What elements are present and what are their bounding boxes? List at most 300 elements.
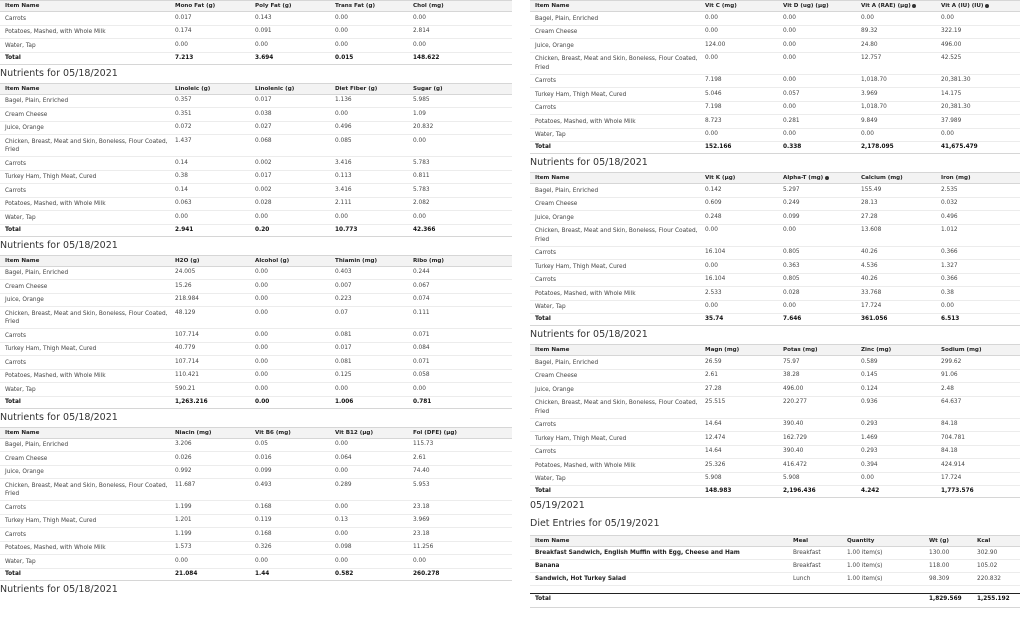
value-cell: 91.06 bbox=[941, 372, 958, 378]
column-header: Wt (g) bbox=[929, 538, 949, 544]
total-row bbox=[0, 396, 512, 408]
value-cell: 130.00 bbox=[929, 549, 950, 556]
value-cell: 2.535 bbox=[941, 186, 958, 193]
total-value: 21.084 bbox=[175, 570, 198, 577]
table-row bbox=[530, 115, 1020, 129]
column-header: Item Name bbox=[535, 347, 570, 353]
section-title: Nutrients for 05/18/2021 bbox=[530, 329, 648, 340]
value-cell: 2.533 bbox=[705, 289, 722, 296]
total-value: 10.773 bbox=[335, 226, 358, 233]
value-cell: 0.992 bbox=[175, 468, 192, 474]
total-label: Total bbox=[535, 144, 551, 150]
value-cell: 0.249 bbox=[783, 200, 800, 206]
info-icon[interactable] bbox=[825, 176, 829, 180]
value-cell: 20.832 bbox=[413, 124, 434, 130]
value-cell: 302.90 bbox=[977, 549, 998, 556]
value-cell: 0.145 bbox=[861, 372, 878, 378]
table-row bbox=[0, 356, 512, 370]
value-cell: 3.416 bbox=[335, 159, 352, 166]
column-header: Iron (mg) bbox=[941, 175, 971, 181]
value-cell: 17.724 bbox=[861, 303, 882, 309]
value-cell: 0.00 bbox=[335, 110, 348, 117]
table-row bbox=[530, 74, 1020, 88]
value-cell: 0.125 bbox=[335, 372, 352, 378]
total-value: 35.74 bbox=[705, 316, 724, 322]
value-cell: 416.472 bbox=[783, 461, 807, 468]
value-cell: 12.474 bbox=[705, 434, 726, 441]
value-cell: 89.32 bbox=[861, 28, 878, 34]
table-row bbox=[530, 12, 1020, 26]
total-value: 0.00 bbox=[255, 398, 270, 405]
value-cell: 0.00 bbox=[335, 530, 348, 537]
value-cell: 0.007 bbox=[335, 282, 352, 289]
total-value: 0.20 bbox=[255, 226, 270, 233]
item-name-cell: Carrots bbox=[535, 105, 556, 111]
value-cell: 2.61 bbox=[413, 454, 426, 461]
total-value: 361.056 bbox=[861, 316, 888, 322]
item-name-cell: Bagel, Plain, Enriched bbox=[535, 187, 599, 194]
column-header: Item Name bbox=[5, 85, 40, 92]
value-cell: 2.61 bbox=[705, 372, 718, 378]
value-cell: 162.729 bbox=[783, 434, 807, 441]
value-cell: 0.081 bbox=[335, 358, 352, 365]
value-cell: 0.00 bbox=[175, 213, 188, 220]
value-cell: 220.277 bbox=[783, 399, 807, 405]
value-cell: 5.985 bbox=[413, 97, 430, 103]
value-cell: 74.40 bbox=[413, 468, 430, 474]
diet-entry-row[interactable] bbox=[530, 547, 1020, 560]
value-cell: 0.00 bbox=[255, 372, 268, 378]
value-cell: 0.098 bbox=[335, 544, 352, 550]
total-value: 148.983 bbox=[705, 488, 732, 494]
value-cell: 0.00 bbox=[255, 282, 268, 289]
value-cell: 1,018.70 bbox=[861, 104, 887, 110]
value-cell: 0.00 bbox=[783, 55, 796, 61]
value-cell: 0.00 bbox=[255, 213, 268, 220]
value-cell: 0.174 bbox=[175, 28, 192, 34]
total-row bbox=[530, 142, 1020, 154]
item-name-cell: Cream Cheese bbox=[535, 29, 578, 35]
table-row bbox=[530, 211, 1020, 225]
table-row bbox=[530, 432, 1020, 446]
table-row bbox=[530, 273, 1020, 287]
column-header: Poly Fat (g) bbox=[255, 3, 292, 9]
value-cell: 0.805 bbox=[783, 276, 800, 282]
total-value: 0.582 bbox=[335, 570, 354, 577]
value-cell: 0.058 bbox=[413, 372, 430, 378]
value-cell: 0.496 bbox=[335, 124, 352, 130]
spacer-row bbox=[530, 586, 1020, 594]
value-cell: 0.068 bbox=[255, 137, 272, 144]
value-cell: 299.62 bbox=[941, 358, 962, 365]
value-cell: 11.256 bbox=[413, 544, 434, 550]
value-cell: 75.97 bbox=[783, 358, 800, 365]
table-row bbox=[0, 342, 512, 356]
diet-entry-row[interactable] bbox=[530, 560, 1020, 573]
value-cell: 0.099 bbox=[255, 468, 272, 474]
value-cell: 9.849 bbox=[861, 117, 878, 124]
column-header: Item Name bbox=[5, 257, 40, 264]
item-name-cell: Carrots bbox=[5, 531, 26, 538]
item-name-cell: Carrots bbox=[5, 160, 26, 167]
total-value: 4.242 bbox=[861, 488, 880, 494]
item-name-cell: Carrots bbox=[535, 449, 556, 455]
table-row bbox=[0, 307, 512, 329]
total-value: 260.278 bbox=[413, 570, 440, 577]
column-header: Thiamin (mg) bbox=[335, 257, 378, 264]
item-name-cell: Chicken, Breast, Meat and Skin, Boneless, Flour Coated, Fried bbox=[5, 138, 168, 153]
column-header: Item Name bbox=[535, 175, 570, 181]
total-value: 1,263.216 bbox=[175, 398, 208, 405]
section-title: Nutrients for 05/18/2021 bbox=[0, 67, 118, 79]
value-cell: 0.00 bbox=[413, 385, 426, 392]
column-header: Fol (DFE) (µg) bbox=[413, 429, 457, 436]
table-row bbox=[530, 418, 1020, 432]
value-cell: 0.027 bbox=[255, 124, 272, 130]
value-cell: 0.016 bbox=[255, 454, 272, 461]
value-cell: 0.811 bbox=[413, 173, 430, 179]
value-cell: 0.074 bbox=[413, 296, 430, 302]
value-cell: 0.293 bbox=[861, 421, 878, 427]
table-row bbox=[530, 39, 1020, 53]
column-header: Item Name bbox=[5, 3, 40, 9]
total-value: 6.513 bbox=[941, 316, 960, 322]
nutrient-table bbox=[530, 344, 1020, 498]
diet-entry-row[interactable] bbox=[530, 573, 1020, 586]
value-cell: 0.00 bbox=[335, 468, 348, 474]
table-row bbox=[530, 52, 1020, 74]
value-cell: 0.248 bbox=[705, 213, 722, 220]
value-cell: 0.00 bbox=[705, 14, 718, 21]
table-row bbox=[530, 445, 1020, 459]
value-cell: 15.26 bbox=[175, 282, 192, 289]
value-cell: 0.805 bbox=[783, 249, 800, 255]
value-cell: 1.469 bbox=[861, 434, 878, 441]
total-label: Total bbox=[5, 398, 21, 405]
value-cell: 42.525 bbox=[941, 55, 962, 61]
value-cell: 124.00 bbox=[705, 41, 726, 48]
column-header bbox=[936, 1, 1020, 12]
table-row bbox=[0, 383, 512, 397]
item-name-cell: Carrots bbox=[5, 15, 26, 22]
value-cell: 98.309 bbox=[929, 575, 950, 582]
item-name-cell: Potatoes, Mashed, with Whole Milk bbox=[5, 373, 106, 379]
value-cell: 0.13 bbox=[335, 517, 348, 523]
item-name-cell: Water, Tap bbox=[5, 42, 36, 49]
value-cell: 16.104 bbox=[705, 249, 726, 255]
column-header: Vit D (ug) (µg) bbox=[783, 3, 829, 9]
value-cell: 3.969 bbox=[861, 90, 878, 97]
value-cell: 0.38 bbox=[175, 173, 188, 179]
item-name-cell: Carrots bbox=[5, 359, 26, 366]
value-cell: 0.017 bbox=[335, 345, 352, 351]
total-value bbox=[842, 594, 924, 608]
table-row bbox=[0, 157, 512, 171]
item-name-cell: Carrots bbox=[535, 250, 556, 256]
value-cell: 5.908 bbox=[705, 475, 722, 481]
value-cell: 0.00 bbox=[783, 303, 796, 309]
total-row bbox=[0, 224, 512, 236]
column-header: Vit K (µg) bbox=[705, 175, 736, 181]
value-cell: 0.00 bbox=[335, 503, 348, 510]
value-cell: 0.00 bbox=[783, 227, 796, 233]
food-name-link[interactable]: Breakfast Sandwich, English Muffin with Egg, Cheese and Ham bbox=[535, 549, 740, 556]
column-header: Mono Fat (g) bbox=[175, 3, 216, 9]
column-header: Zinc (mg) bbox=[861, 347, 892, 353]
table-header-row bbox=[530, 1, 1020, 12]
value-cell: 155.49 bbox=[861, 186, 882, 193]
value-cell: 0.00 bbox=[255, 331, 268, 338]
item-name-cell: Carrots bbox=[535, 422, 556, 428]
item-name-cell: Carrots bbox=[5, 504, 26, 511]
table-row bbox=[530, 184, 1020, 198]
column-header: Kcal bbox=[977, 538, 991, 544]
value-cell: 0.085 bbox=[335, 137, 352, 144]
right-column bbox=[530, 0, 1020, 608]
value-cell: 1.136 bbox=[335, 97, 352, 103]
value-cell: 0.084 bbox=[413, 345, 430, 351]
value-cell: 0.00 bbox=[335, 385, 348, 392]
total-value: 1.44 bbox=[255, 570, 270, 577]
table-row bbox=[0, 266, 512, 280]
value-cell: 0.366 bbox=[941, 249, 958, 255]
section-title: Nutrients for 05/18/2021 bbox=[0, 239, 118, 251]
column-header-label: Alpha-T (mg) bbox=[783, 175, 824, 181]
column-header-label: Vit A (RAE) (µg) bbox=[861, 3, 911, 9]
value-cell: 0.366 bbox=[941, 276, 958, 282]
info-icon[interactable] bbox=[985, 4, 989, 8]
value-cell: Lunch bbox=[793, 575, 811, 582]
column-header: Vit B12 (µg) bbox=[335, 429, 373, 436]
value-cell: 17.724 bbox=[941, 475, 962, 481]
item-name-cell: Turkey Ham, Thigh Meat, Cured bbox=[535, 263, 627, 270]
value-cell: 0.936 bbox=[861, 399, 878, 405]
value-cell: 3.969 bbox=[413, 517, 430, 523]
value-cell: 496.00 bbox=[783, 385, 804, 392]
item-name-cell: Water, Tap bbox=[5, 386, 36, 393]
value-cell: 0.142 bbox=[705, 186, 722, 193]
value-cell: 0.00 bbox=[941, 14, 954, 21]
item-name-cell: Juice, Orange bbox=[535, 42, 574, 49]
value-cell: 0.057 bbox=[783, 90, 800, 97]
item-name-cell: Bagel, Plain, Enriched bbox=[535, 359, 599, 366]
nutrient-table bbox=[0, 0, 512, 65]
value-cell: 2.111 bbox=[335, 200, 352, 206]
total-value: 2,178.095 bbox=[861, 144, 894, 150]
value-cell: 1.201 bbox=[175, 517, 192, 523]
value-cell: 4.536 bbox=[861, 262, 878, 269]
item-name-cell: Juice, Orange bbox=[535, 386, 574, 393]
item-name-cell: Water, Tap bbox=[535, 132, 566, 138]
value-cell: 0.124 bbox=[861, 385, 878, 392]
value-cell: 0.38 bbox=[941, 289, 954, 296]
table-row bbox=[0, 197, 512, 211]
value-cell: 0.091 bbox=[255, 28, 272, 34]
value-cell: 218.984 bbox=[175, 296, 199, 302]
table-row bbox=[530, 246, 1020, 260]
value-cell: 0.00 bbox=[861, 14, 874, 21]
item-name-cell: Turkey Ham, Thigh Meat, Cured bbox=[5, 346, 97, 352]
total-value: 0.015 bbox=[335, 54, 354, 61]
table-row bbox=[0, 369, 512, 383]
table-header-row bbox=[530, 345, 1020, 356]
column-header: Item Name bbox=[5, 429, 40, 436]
value-cell: 0.00 bbox=[255, 296, 268, 302]
table-row bbox=[0, 108, 512, 122]
value-cell: 0.168 bbox=[255, 503, 272, 510]
total-row bbox=[0, 568, 512, 580]
column-header: H2O (g) bbox=[175, 257, 200, 264]
value-cell: 0.168 bbox=[255, 530, 272, 537]
value-cell: 0.00 bbox=[335, 41, 348, 48]
value-cell: 0.143 bbox=[255, 14, 272, 21]
value-cell: 0.05 bbox=[255, 441, 268, 447]
table-row bbox=[0, 438, 512, 452]
value-cell: 0.496 bbox=[941, 213, 958, 220]
food-name-link[interactable]: Sandwich, Hot Turkey Salad bbox=[535, 575, 626, 582]
value-cell: 20,381.30 bbox=[941, 104, 971, 110]
value-cell: 0.113 bbox=[335, 173, 352, 179]
item-name-cell: Water, Tap bbox=[5, 558, 36, 565]
item-name-cell: Potatoes, Mashed, with Whole Milk bbox=[535, 290, 636, 297]
column-header: Sugar (g) bbox=[413, 85, 443, 92]
table-row bbox=[530, 287, 1020, 301]
value-cell: 12.757 bbox=[861, 55, 882, 61]
value-cell: 0.00 bbox=[941, 131, 954, 137]
value-cell: 118.00 bbox=[929, 562, 950, 569]
value-cell: 14.175 bbox=[941, 90, 962, 97]
value-cell: 0.00 bbox=[255, 385, 268, 392]
value-cell: 0.00 bbox=[255, 41, 268, 48]
nutrient-table bbox=[0, 83, 512, 237]
value-cell: 0.00 bbox=[335, 213, 348, 220]
value-cell: 590.21 bbox=[175, 385, 196, 392]
total-value: 0.781 bbox=[413, 398, 432, 405]
value-cell: 0.028 bbox=[255, 200, 272, 206]
item-name-cell: Bagel, Plain, Enriched bbox=[5, 98, 69, 104]
value-cell: 0.00 bbox=[783, 104, 796, 110]
value-cell: 14.64 bbox=[705, 448, 722, 454]
item-name-cell: Cream Cheese bbox=[5, 283, 48, 290]
value-cell: 0.00 bbox=[705, 262, 718, 269]
value-cell: 5.046 bbox=[705, 90, 722, 97]
item-name-cell: Cream Cheese bbox=[5, 111, 48, 118]
value-cell: 0.00 bbox=[705, 55, 718, 61]
section-title: Nutrients for 05/18/2021 bbox=[530, 157, 648, 168]
item-name-cell: Carrots bbox=[535, 277, 556, 283]
section-title: Nutrients for 05/18/2021 bbox=[0, 411, 118, 423]
column-header: Chol (mg) bbox=[413, 3, 444, 9]
value-cell: 25.326 bbox=[705, 461, 726, 468]
value-cell: 2.082 bbox=[413, 200, 430, 206]
value-cell: 115.73 bbox=[413, 441, 434, 447]
value-cell: 1.199 bbox=[175, 503, 192, 510]
value-cell: 84.18 bbox=[941, 448, 958, 454]
value-cell: 7.198 bbox=[705, 77, 722, 83]
value-cell: 7.198 bbox=[705, 104, 722, 110]
total-label: Total bbox=[5, 54, 21, 61]
value-cell: 0.363 bbox=[783, 262, 800, 269]
item-name-cell: Carrots bbox=[535, 78, 556, 84]
item-name-cell: Chicken, Breast, Meat and Skin, Boneless, Flour Coated, Fried bbox=[5, 482, 168, 497]
value-cell: 390.40 bbox=[783, 448, 804, 454]
value-cell: 38.28 bbox=[783, 372, 800, 378]
left-column bbox=[0, 0, 512, 599]
item-name-cell: Bagel, Plain, Enriched bbox=[5, 442, 69, 448]
table-row bbox=[530, 369, 1020, 383]
table-row bbox=[0, 293, 512, 307]
value-cell: 0.002 bbox=[255, 186, 272, 193]
nutrient-table bbox=[0, 427, 512, 581]
total-value: 1,773.576 bbox=[941, 488, 974, 494]
value-cell: 0.072 bbox=[175, 124, 192, 130]
value-cell: 3.206 bbox=[175, 441, 192, 447]
info-icon[interactable] bbox=[912, 4, 916, 8]
value-cell: 0.223 bbox=[335, 296, 352, 302]
total-value: 41,675.479 bbox=[941, 144, 978, 150]
value-cell: 322.19 bbox=[941, 28, 962, 34]
item-name-cell: Cream Cheese bbox=[535, 201, 578, 207]
item-name-cell: Potatoes, Mashed, with Whole Milk bbox=[5, 201, 106, 207]
value-cell: 0.281 bbox=[783, 117, 800, 124]
item-name-cell: Potatoes, Mashed, with Whole Milk bbox=[535, 462, 636, 469]
value-cell: 5.908 bbox=[783, 475, 800, 481]
value-cell: 0.07 bbox=[335, 309, 348, 316]
value-cell: 1.199 bbox=[175, 530, 192, 537]
value-cell: 0.00 bbox=[861, 475, 874, 481]
table-row bbox=[0, 211, 512, 225]
column-header: Alcohol (g) bbox=[255, 257, 290, 264]
table-row bbox=[0, 94, 512, 108]
value-cell: 105.02 bbox=[977, 562, 998, 569]
table-row bbox=[0, 170, 512, 184]
value-cell: 0.00 bbox=[783, 28, 796, 34]
total-value: 1,255.192 bbox=[977, 596, 1010, 602]
nutrient-table bbox=[530, 0, 1020, 154]
nutrient-table bbox=[0, 255, 512, 409]
table-row bbox=[0, 12, 512, 26]
item-name-cell: Turkey Ham, Thigh Meat, Cured bbox=[5, 174, 97, 180]
value-cell: 5.783 bbox=[413, 159, 430, 166]
total-row bbox=[0, 52, 512, 64]
total-value: 1,829.569 bbox=[929, 596, 962, 602]
total-value: 7.213 bbox=[175, 54, 194, 61]
value-cell: 0.071 bbox=[413, 358, 430, 365]
value-cell: 64.637 bbox=[941, 399, 962, 405]
total-label: Total bbox=[535, 488, 551, 494]
item-name-cell: Turkey Ham, Thigh Meat, Cured bbox=[535, 435, 627, 442]
table-row bbox=[0, 184, 512, 198]
value-cell: 13.608 bbox=[861, 227, 882, 233]
value-cell: 0.609 bbox=[705, 200, 722, 206]
total-label: Total bbox=[5, 226, 21, 233]
column-header: Meal bbox=[793, 538, 809, 544]
value-cell: 220.832 bbox=[977, 575, 1001, 582]
column-header: Vit B6 (mg) bbox=[255, 429, 291, 436]
total-value bbox=[788, 594, 842, 608]
column-header: Vit C (mg) bbox=[705, 3, 737, 9]
column-header: Trans Fat (g) bbox=[335, 3, 375, 9]
food-name-link[interactable]: Banana bbox=[535, 562, 560, 569]
column-header bbox=[856, 1, 936, 12]
table-row bbox=[0, 514, 512, 528]
table-row bbox=[530, 459, 1020, 473]
value-cell: 424.914 bbox=[941, 461, 965, 468]
table-row bbox=[530, 128, 1020, 142]
value-cell: 0.032 bbox=[941, 200, 958, 206]
value-cell: Breakfast bbox=[793, 562, 821, 569]
table-row bbox=[530, 224, 1020, 246]
